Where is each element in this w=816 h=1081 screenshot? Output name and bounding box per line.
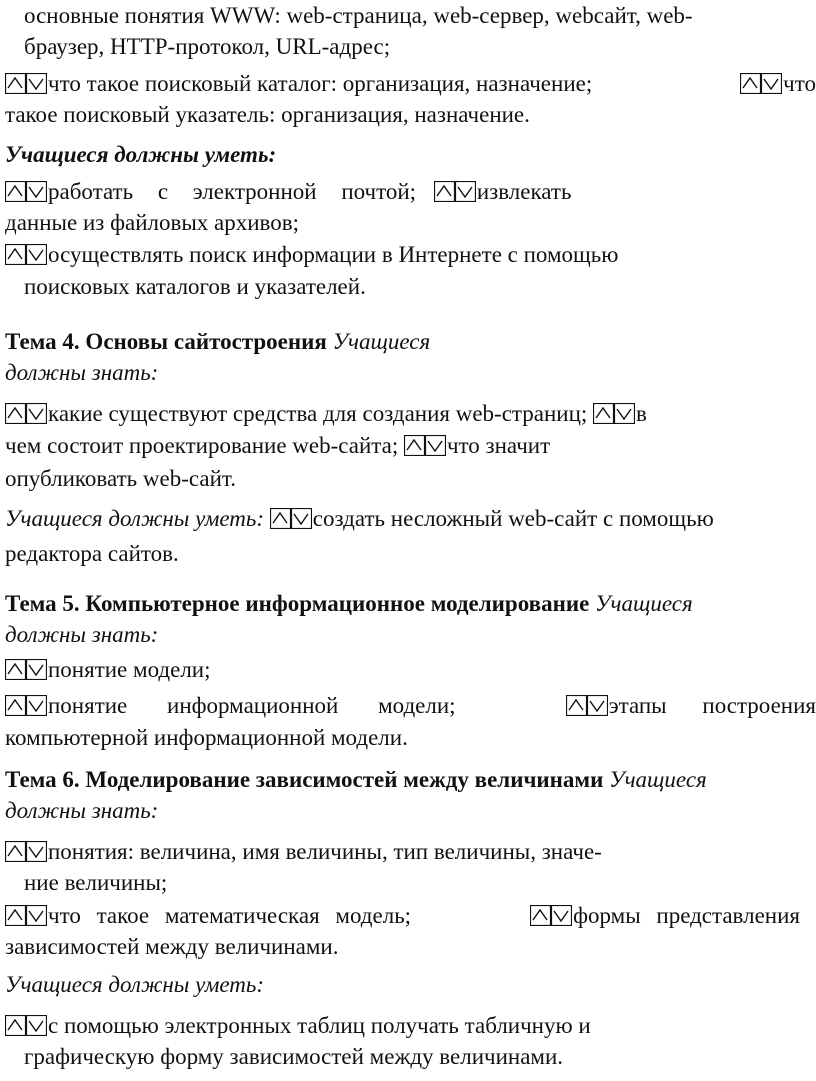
- list-item: [5, 432, 550, 460]
- line-text: должны знать:: [5, 360, 159, 385]
- list-item-text: работать с электронной почтой;: [48, 179, 417, 204]
- bullet-icon: [566, 695, 608, 716]
- list-item: [5, 692, 816, 720]
- heading-tail: Учащиеся: [332, 329, 431, 354]
- bullet-icon: [5, 1015, 47, 1036]
- bullet-icon: [593, 403, 635, 424]
- list-item-text: понятие модели;: [48, 657, 211, 682]
- list-item-text: в: [636, 401, 647, 426]
- text-line: [5, 209, 299, 237]
- heading-tail: Учащиеся: [609, 767, 707, 792]
- line-text: браузер, HTTP-протокол, URL-адрес;: [24, 34, 391, 59]
- list-item: [5, 505, 714, 533]
- list-item-text: с помощью электронных таблиц получать табличную и: [48, 1013, 591, 1038]
- list-item-text: что значит: [446, 433, 551, 458]
- list-item: [5, 70, 816, 98]
- text-line: [5, 933, 338, 961]
- section-heading: [5, 590, 693, 618]
- list-item-text: какие существуют средства для создания web-страниц;: [48, 401, 588, 426]
- bullet-icon: [5, 659, 47, 680]
- bullet-icon: [5, 905, 47, 926]
- line-text: основные понятия WWW: web-страница, web-сервер, webсайт, web-: [24, 3, 693, 28]
- line-text: должны знать:: [5, 622, 159, 647]
- line-text: такое поисковый указатель: организация, назначение.: [5, 102, 530, 127]
- bullet-icon: [740, 73, 782, 94]
- line-text: компьютерной информационной модели.: [5, 725, 408, 750]
- line-text: поисковых каталогов и указателей.: [24, 274, 366, 299]
- list-item: [5, 178, 571, 206]
- text-line: [5, 621, 158, 649]
- line-text: данные из файловых архивов;: [5, 210, 300, 235]
- list-item: [5, 241, 618, 269]
- bullet-icon: [5, 403, 47, 424]
- heading-title: Тема 6. Моделирование зависимостей между величинами: [5, 767, 604, 792]
- section-subheading: [5, 971, 264, 999]
- line-text: редактора сайтов.: [5, 541, 179, 566]
- text-line: [24, 869, 167, 897]
- text-line: [5, 797, 158, 825]
- subheading-text: Учащиеся должны уметь:: [5, 142, 277, 167]
- text-line: [24, 33, 390, 61]
- bullet-icon: [404, 435, 446, 456]
- text-line: [5, 540, 179, 568]
- list-item-text: чем состоит проектирование web-сайта;: [5, 433, 399, 458]
- bullet-icon: [5, 73, 47, 94]
- text-line: [24, 2, 810, 30]
- subheading-text: Учащиеся должны уметь:: [5, 972, 265, 997]
- list-item-segment: что такое математическая модель;: [5, 902, 411, 930]
- bullet-icon: [5, 244, 47, 265]
- line-text: зависимостей между величинами.: [5, 934, 339, 959]
- line-text: опубликовать web-сайт.: [5, 466, 236, 491]
- text-line: [5, 724, 408, 752]
- text-line: [5, 465, 236, 493]
- heading-title: Тема 5. Компьютерное информационное моделирование: [5, 591, 590, 616]
- heading-title: Тема 4. Основы сайтостроения: [5, 329, 327, 354]
- section-heading: [5, 328, 430, 356]
- subheading-text: Учащиеся должны уметь:: [5, 506, 265, 531]
- bullet-icon: [530, 905, 572, 926]
- bullet-icon: [434, 181, 476, 202]
- text-line: [24, 273, 366, 301]
- section-heading: [5, 766, 707, 794]
- list-item: [5, 1012, 591, 1040]
- list-item: [5, 656, 211, 684]
- list-item-text: создать несложный web-сайт с помощью: [312, 506, 714, 531]
- line-text: графическую форму зависимостей между величинами.: [24, 1044, 564, 1069]
- bullet-icon: [5, 695, 47, 716]
- list-item-text: осуществлять поиск информации в Интернете с помощью: [48, 242, 619, 267]
- list-item-segment: что: [740, 70, 816, 98]
- text-line: [5, 101, 530, 129]
- list-item-segment: этапы построения: [566, 692, 816, 720]
- list-item: [5, 902, 800, 930]
- line-text: должны знать:: [5, 798, 159, 823]
- bullet-icon: [5, 841, 47, 862]
- list-item-segment: понятие информационной модели;: [5, 692, 456, 720]
- section-subheading: [5, 141, 276, 169]
- text-line: [24, 1043, 563, 1071]
- bullet-icon: [270, 508, 312, 529]
- bullet-icon: [5, 181, 47, 202]
- heading-tail: Учащиеся: [595, 591, 693, 616]
- list-item-text: понятия: величина, имя величины, тип величины, значе-: [48, 839, 602, 864]
- list-item: [5, 400, 647, 428]
- line-text: ние величины;: [24, 870, 168, 895]
- list-item-text: извлекать: [476, 179, 572, 204]
- text-line: [5, 359, 158, 387]
- list-item-segment: что такое поисковый каталог: организация, назначение;: [5, 70, 592, 98]
- list-item-segment: формы представления: [530, 902, 800, 930]
- list-item: [5, 838, 602, 866]
